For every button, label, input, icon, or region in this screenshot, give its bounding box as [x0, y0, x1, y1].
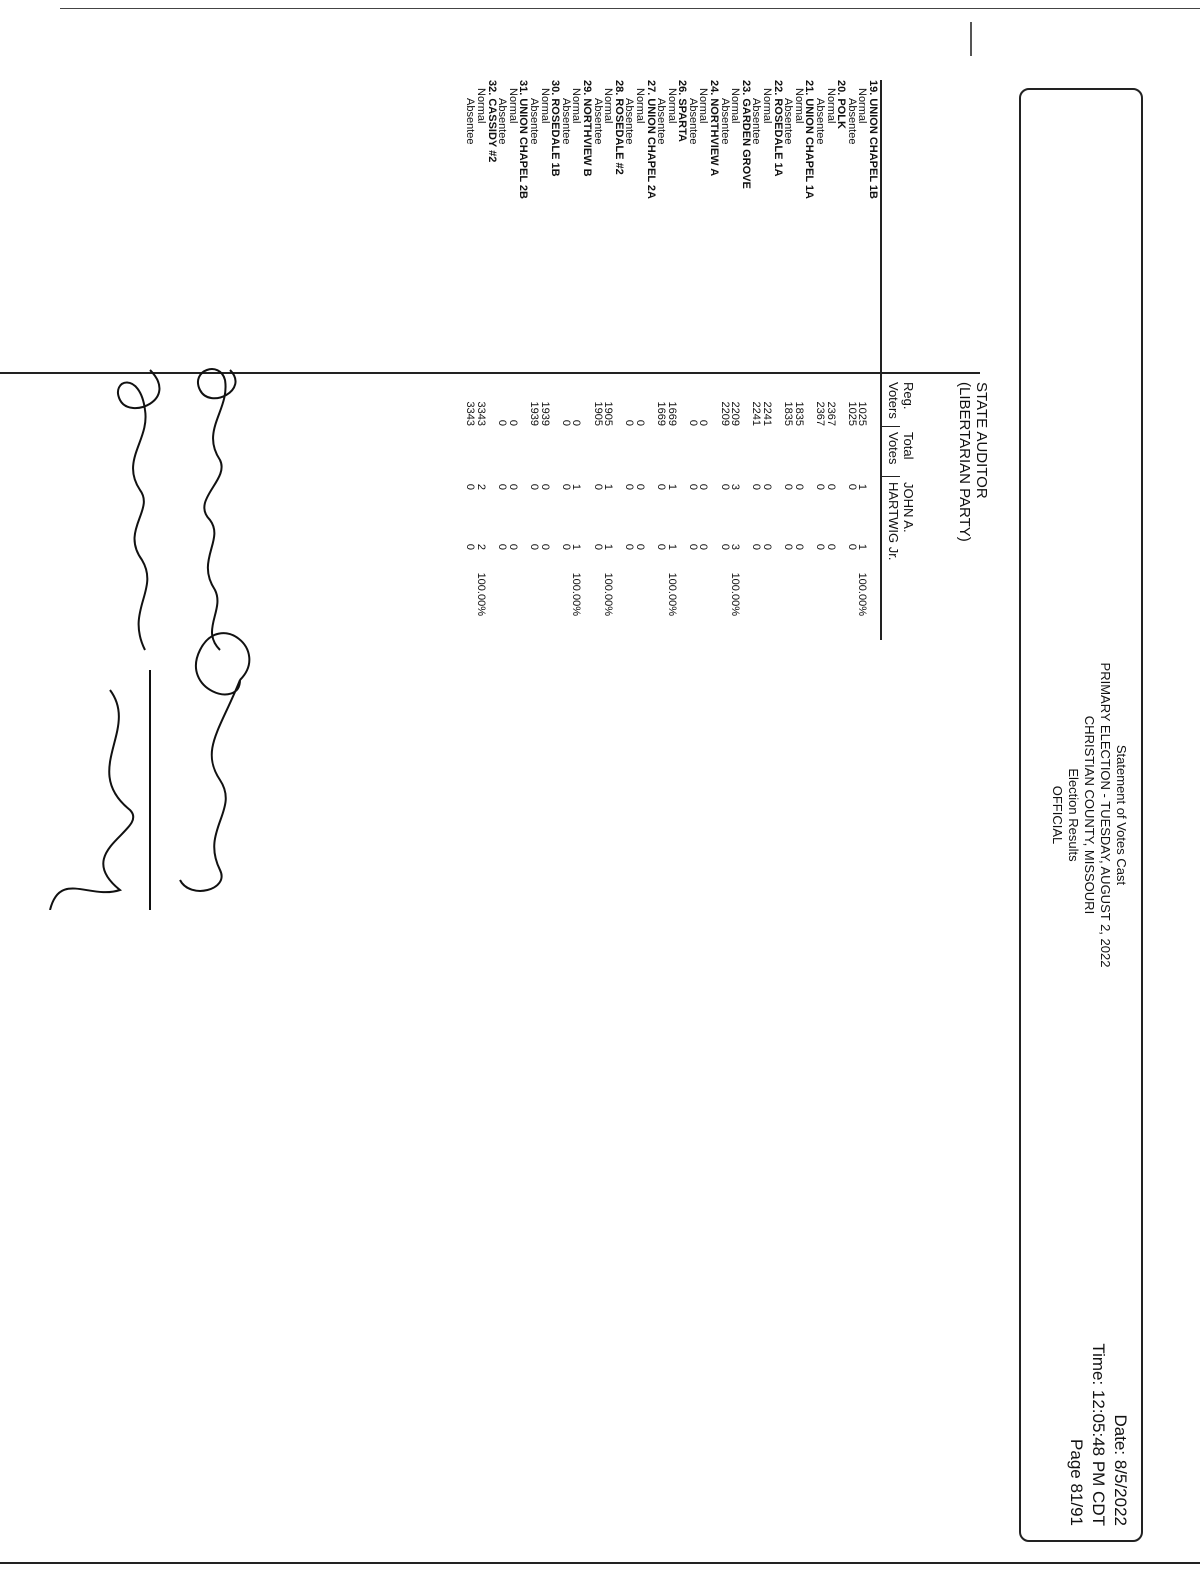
registered-voters-cell: 1669: [655, 401, 668, 426]
precinct-name: 28. ROSEDALE #2: [612, 80, 625, 175]
candidate-votes-cell: 1: [570, 543, 583, 550]
registered-voters-cell: 0: [496, 419, 509, 426]
precinct-heading-row: [836, 80, 847, 650]
vote-type-label: Absentee: [528, 98, 540, 145]
column-header-total-votes: Total Votes: [886, 432, 916, 465]
vote-type-label: Absentee: [782, 98, 795, 145]
election-name: PRIMARY ELECTION - TUESDAY, AUGUST 2, 2022: [1098, 662, 1113, 968]
table-row: [603, 80, 614, 650]
candidate-percent-cell: 100.00%: [570, 572, 583, 616]
precinct-name: 21. UNION CHAPEL 1A: [803, 80, 816, 199]
column-header-candidate: JOHN A. HARTWIG Jr.: [886, 482, 916, 561]
precinct-name: 29. NORTHVIEW B: [580, 80, 593, 177]
vote-type-label: Normal: [570, 88, 583, 124]
candidate-votes-cell: 0: [538, 543, 551, 550]
total-votes-cell: 0: [464, 483, 477, 490]
precinct-heading-row: [486, 80, 497, 650]
total-votes-cell: 0: [750, 483, 763, 490]
total-votes-cell: 0: [528, 483, 540, 490]
precinct-name: 19. UNION CHAPEL 1B: [867, 80, 879, 199]
vote-type-label: Normal: [506, 88, 519, 124]
report-date: Date: 8/5/2022: [1111, 1414, 1130, 1526]
candidate-percent-cell: 100.00%: [665, 572, 678, 616]
table-row: [730, 80, 741, 650]
table-row: [592, 80, 603, 650]
table-row: [624, 80, 635, 650]
table-row: [507, 80, 518, 650]
vote-type-label: Absentee: [464, 98, 477, 145]
table-row: [846, 80, 857, 650]
total-votes-cell: 0: [761, 483, 774, 490]
vote-type-label: Normal: [761, 88, 774, 124]
total-votes-cell: 0: [559, 483, 572, 490]
total-votes-cell: 0: [782, 483, 795, 490]
handwritten-signatures: [30, 350, 260, 910]
table-row: [465, 80, 476, 650]
page-bottom-edge: [0, 1562, 1200, 1564]
candidate-votes-cell: 0: [814, 543, 827, 550]
registered-voters-cell: 1835: [782, 401, 795, 426]
precinct-heading-row: [772, 80, 783, 650]
candidate-votes-cell: 0: [591, 543, 604, 550]
total-votes-cell: 0: [845, 483, 858, 490]
candidate-votes-cell: 0: [782, 543, 795, 550]
precinct-name: 20. POLK: [835, 80, 848, 129]
registered-voters-cell: 0: [686, 419, 699, 426]
vote-type-label: Normal: [538, 88, 551, 124]
candidate-votes-cell: 0: [559, 543, 572, 550]
candidate-votes-cell: 0: [496, 543, 509, 550]
total-votes-cell: 0: [697, 483, 710, 490]
registered-voters-cell: 2367: [824, 401, 837, 426]
candidate-votes-cell: 0: [845, 543, 858, 550]
vote-type-label: Absentee: [845, 98, 858, 145]
candidate-percent-cell: 100.00%: [729, 572, 742, 616]
precinct-name: 26. SPARTA: [676, 80, 689, 142]
registered-voters-cell: 3343: [464, 401, 477, 426]
total-votes-cell: 0: [633, 483, 646, 490]
vote-type-label: Absentee: [686, 98, 699, 145]
column-divider: [882, 476, 900, 477]
vote-type-label: Absentee: [559, 98, 572, 145]
table-header-rule: [880, 80, 882, 640]
vote-type-label: Absentee: [750, 98, 763, 145]
vote-type-label: Normal: [729, 88, 742, 124]
table-row: [857, 80, 868, 650]
signature-1: [198, 369, 236, 650]
registered-voters-cell: 1905: [602, 401, 615, 426]
contest-office: STATE AUDITOR: [973, 382, 990, 499]
precinct-name: 23. GARDEN GROVE: [739, 80, 752, 189]
candidate-votes-cell: 0: [750, 543, 763, 550]
total-votes-cell: 0: [655, 483, 668, 490]
table-row: [814, 80, 825, 650]
total-votes-cell: 1: [856, 483, 869, 490]
page-number: Page 81/91: [1067, 1439, 1086, 1526]
total-votes-cell: 0: [496, 483, 509, 490]
candidate-votes-cell: 0: [792, 543, 805, 550]
table-row: [783, 80, 794, 650]
table-row: [698, 80, 709, 650]
table-row: [793, 80, 804, 650]
candidate-votes-cell: 3: [729, 543, 742, 550]
table-row: [666, 80, 677, 650]
registered-voters-cell: 1939: [538, 401, 551, 426]
table-row: [634, 80, 645, 650]
registered-voters-cell: 1939: [528, 401, 540, 426]
candidate-percent-cell: 100.00%: [856, 572, 869, 616]
county-name: CHRISTIAN COUNTY, MISSOURI: [1082, 715, 1097, 915]
vote-type-label: Normal: [475, 88, 488, 124]
candidate-votes-cell: 1: [602, 543, 615, 550]
candidate-votes-cell: 1: [856, 543, 869, 550]
precinct-table: [465, 80, 878, 650]
table-row: [656, 80, 667, 650]
precinct-heading-row: [613, 80, 624, 650]
registered-voters-cell: 1025: [856, 401, 869, 426]
table-row: [475, 80, 486, 650]
table-row: [751, 80, 762, 650]
report-meta: [1065, 1343, 1131, 1526]
vote-type-label: Normal: [602, 88, 615, 124]
total-votes-cell: 3: [729, 483, 742, 490]
signature-2: [118, 370, 159, 650]
vote-type-label: Absentee: [718, 98, 731, 145]
precinct-heading-row: [518, 80, 529, 650]
contest-party: (LIBERTARIAN PARTY): [956, 382, 973, 542]
table-row: [497, 80, 508, 650]
vote-type-label: Normal: [856, 88, 869, 124]
total-votes-cell: 0: [686, 483, 699, 490]
vote-type-label: Absentee: [655, 98, 668, 145]
report-header-box: [1019, 88, 1143, 1542]
candidate-votes-cell: 0: [464, 543, 477, 550]
precinct-heading-row: [740, 80, 751, 650]
registered-voters-cell: 1669: [665, 401, 678, 426]
total-votes-cell: 0: [538, 483, 551, 490]
precinct-heading-row: [645, 80, 656, 650]
registered-voters-cell: 0: [559, 419, 572, 426]
total-votes-cell: 2: [475, 483, 488, 490]
results-label: Election Results: [1066, 768, 1081, 862]
registered-voters-cell: 3343: [475, 401, 488, 426]
report-title: Statement of Votes Cast: [1114, 744, 1129, 886]
total-votes-cell: 0: [623, 483, 636, 490]
registered-voters-cell: 1025: [845, 401, 858, 426]
precinct-name: 22. ROSEDALE 1A: [771, 80, 784, 177]
table-row: [761, 80, 772, 650]
precinct-name: 30. ROSEDALE 1B: [549, 80, 562, 177]
candidate-votes-cell: 0: [528, 543, 540, 550]
precinct-heading-row: [709, 80, 720, 650]
total-votes-cell: 0: [718, 483, 731, 490]
precinct-heading-row: [550, 80, 561, 650]
vote-type-label: Normal: [633, 88, 646, 124]
precinct-heading-row: [867, 80, 878, 650]
precinct-name: 27. UNION CHAPEL 2A: [644, 80, 657, 199]
column-divider: [882, 426, 900, 427]
registered-voters-cell: 2209: [729, 401, 742, 426]
total-votes-cell: 0: [824, 483, 837, 490]
vote-type-label: Normal: [697, 88, 710, 124]
precinct-name: 32. CASSIDY #2: [485, 80, 498, 163]
column-header-reg-voters: Reg. Voters: [886, 382, 916, 419]
table-row: [528, 80, 539, 650]
official-label: OFFICIAL: [1050, 785, 1065, 845]
registered-voters-cell: 1905: [591, 401, 604, 426]
registered-voters-cell: 0: [623, 419, 636, 426]
signature-4: [50, 670, 150, 910]
table-row: [687, 80, 698, 650]
candidate-percent-cell: 100.00%: [475, 572, 488, 616]
candidate-votes-cell: 0: [623, 543, 636, 550]
candidate-votes-cell: 0: [697, 543, 710, 550]
candidate-votes-cell: 2: [475, 543, 488, 550]
vote-type-label: Normal: [665, 88, 678, 124]
table-row: [560, 80, 571, 650]
registered-voters-cell: 0: [506, 419, 519, 426]
total-votes-cell: 1: [602, 483, 615, 490]
report-title-block: [1049, 90, 1129, 1540]
contest-title: [956, 382, 990, 542]
table-row: [825, 80, 836, 650]
precinct-heading-row: [677, 80, 688, 650]
precinct-heading-row: [581, 80, 592, 650]
registered-voters-cell: 2241: [750, 401, 763, 426]
signature-3: [180, 633, 249, 891]
registered-voters-cell: 2241: [761, 401, 774, 426]
candidate-votes-cell: 0: [655, 543, 668, 550]
precinct-heading-row: [804, 80, 815, 650]
total-votes-cell: 0: [814, 483, 827, 490]
total-votes-cell: 0: [591, 483, 604, 490]
vote-type-label: Absentee: [591, 98, 604, 145]
vote-type-label: Absentee: [814, 98, 827, 145]
vote-type-label: Normal: [792, 88, 805, 124]
candidate-votes-cell: 0: [633, 543, 646, 550]
table-row: [571, 80, 582, 650]
registered-voters-cell: 0: [697, 419, 710, 426]
total-votes-cell: 1: [665, 483, 678, 490]
precinct-name: 31. UNION CHAPEL 2B: [517, 80, 530, 199]
total-votes-cell: 1: [570, 483, 583, 490]
candidate-votes-cell: 0: [686, 543, 699, 550]
registered-voters-cell: 2209: [718, 401, 731, 426]
vote-type-label: Absentee: [496, 98, 509, 145]
candidate-votes-cell: 1: [665, 543, 678, 550]
total-votes-cell: 0: [506, 483, 519, 490]
registered-voters-cell: 2367: [814, 401, 827, 426]
candidate-votes-cell: 0: [506, 543, 519, 550]
registered-voters-cell: 0: [570, 419, 583, 426]
candidate-votes-cell: 0: [718, 543, 731, 550]
registered-voters-cell: 0: [633, 419, 646, 426]
total-votes-cell: 0: [792, 483, 805, 490]
table-row: [719, 80, 730, 650]
candidate-votes-cell: 0: [824, 543, 837, 550]
precinct-name: 24. NORTHVIEW A: [708, 80, 721, 177]
candidate-percent-cell: 100.00%: [602, 572, 615, 616]
vote-type-label: Normal: [824, 88, 837, 124]
vote-type-label: Absentee: [623, 98, 636, 145]
candidate-votes-cell: 0: [761, 543, 774, 550]
registered-voters-cell: 1835: [792, 401, 805, 426]
table-row: [539, 80, 550, 650]
report-time: Time: 12:05:48 PM CDT: [1089, 1343, 1108, 1526]
